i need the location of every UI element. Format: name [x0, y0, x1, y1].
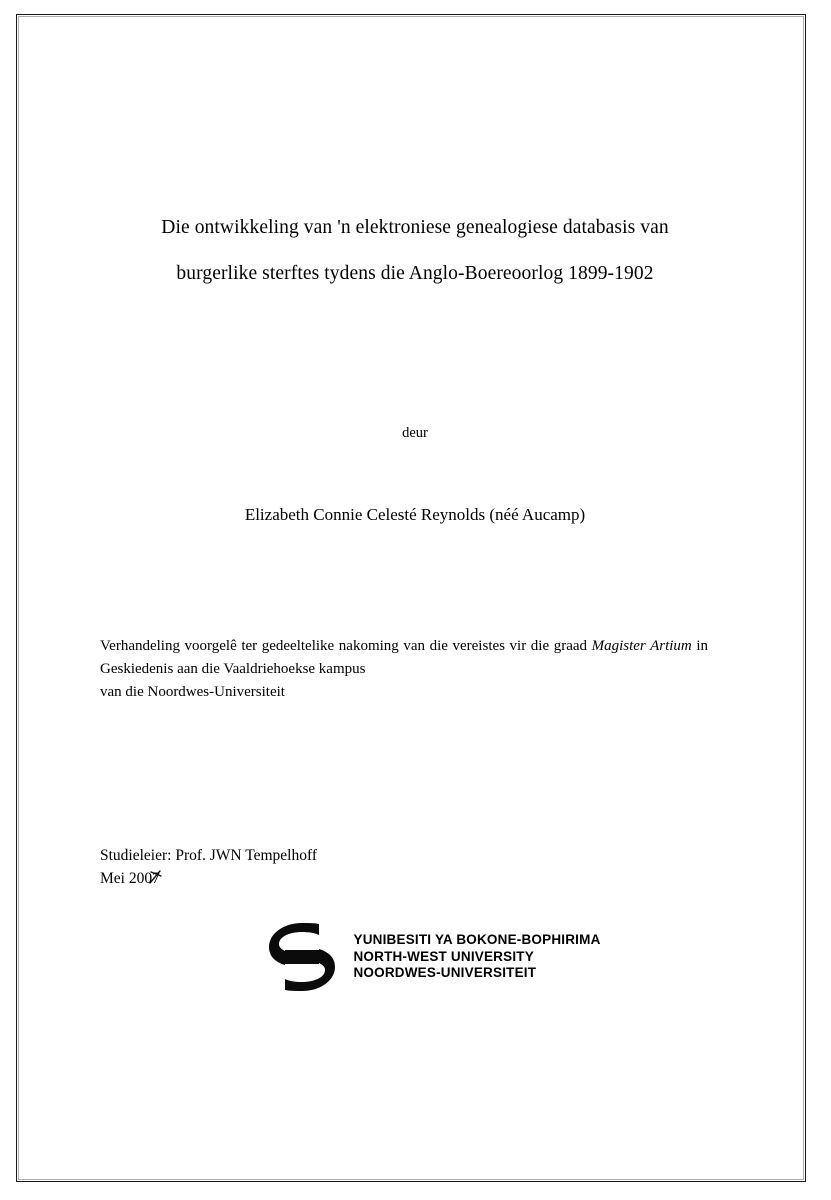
byline-label: deur — [402, 425, 428, 441]
logo-line-1: YUNIBESITI YA BOKONE-BOPHIRIMA — [353, 932, 601, 948]
degree-statement-body — [100, 635, 708, 681]
supervisor-line: Studieleier: Prof. JWN Tempelhoff — [100, 847, 318, 864]
title-line-2: burgerlike sterftes tydens die Anglo-Boereoorlog 1899-1902 — [176, 263, 654, 284]
page-title — [100, 205, 730, 297]
title-page-content — [100, 60, 730, 1140]
north-west-university-logo-icon — [259, 920, 345, 994]
date-line — [100, 867, 160, 890]
statement-part-1: Verhandeling voorgelê ter gedeeltelike nakoming van die vereistes vir die graad — [100, 638, 592, 654]
university-logo — [100, 920, 730, 994]
statement-part-3: van die Noordwes-Universiteit — [100, 684, 285, 700]
document-footer-info — [100, 844, 730, 890]
degree-name: Magister Artium — [591, 638, 692, 654]
degree-statement — [100, 635, 708, 704]
logo-line-3: NOORDWES-UNIVERSITEIT — [353, 965, 537, 981]
author-name: Elizabeth Connie Celesté Reynolds (néé Aucamp) — [244, 505, 586, 524]
statement-part-2: in Geskiedenis aan die Vaaldriehoekse kampus — [100, 638, 708, 677]
logo-line-2: NORTH-WEST UNIVERSITY — [353, 948, 534, 964]
title-line-1: Die ontwikkeling van 'n elektroniese genealogiese databasis van — [161, 217, 669, 238]
date-text: Mei 2007 — [100, 870, 160, 887]
university-logo-text — [353, 932, 600, 982]
